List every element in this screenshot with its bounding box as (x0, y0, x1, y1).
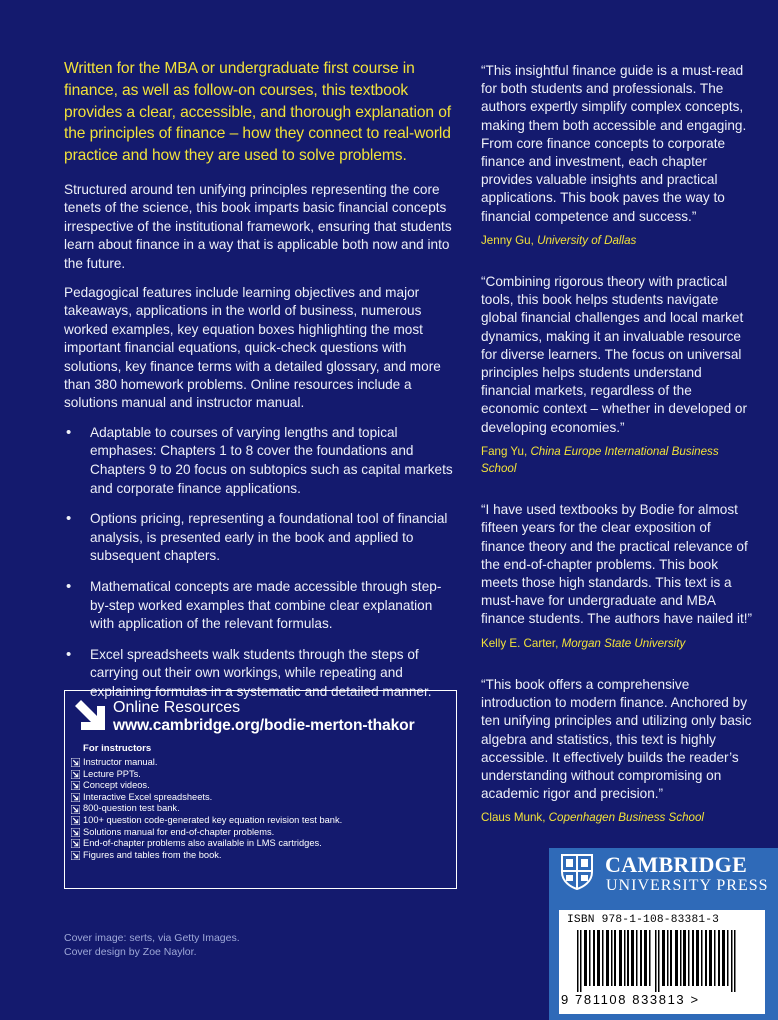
feature-item: • Adaptable to courses of varying lengths and topical emphases: Chapters 1 to 8 cover the foundations and Chapters 9 to 20 focus on subtopics such as capital markets and corporate finance applications. (64, 424, 456, 498)
endorsement-quote: “Combining rigorous theory with practical tools, this book helps students navigate global financial challenges and local market dynamics, making it an invaluable resource for diverse learners. The focus on universal principles helps students understand financial markets, regardless of the economic context – whether in developed or developing economies.” (481, 274, 747, 435)
endorser-name: Claus Munk, (481, 811, 546, 825)
arrow-down-right-icon (71, 758, 80, 767)
arrow-down-right-icon (71, 770, 80, 779)
resource-item-label: Interactive Excel spreadsheets. (83, 791, 213, 802)
barcode-panel (559, 910, 765, 1014)
resource-item (71, 757, 342, 769)
endorser-name: Jenny Gu, (481, 233, 534, 247)
resource-item (71, 780, 342, 792)
endorsement-quote: “I have used textbooks by Bodie for almost fifteen years for the clear exposition of finance theory and the practical relevance of the end-of-chapter problems. This book meets those high standards. This text is a must-have for undergraduate and MBA finance students. The authors have nailed it!” (481, 502, 753, 627)
endorsement-quote: “This book offers a comprehensive introduction to modern finance. Anchored by ten unifying principles and utilizing only basic algebra and statistics, this text is highly accessible. It effectively builds the reader’s understanding without compromising on academic rigor and precision.” (481, 676, 752, 802)
feature-item: • Mathematical concepts are made accessible through step-by-step worked examples that combine clear explanation with application of the relevant formulas. (64, 578, 456, 634)
arrow-down-right-icon (71, 839, 80, 848)
arrow-down-right-icon (71, 781, 80, 790)
publisher-block (549, 848, 778, 1020)
resource-item (71, 838, 342, 850)
resource-item-label: End-of-chapter problems also available in LMS cartridges. (83, 838, 322, 849)
endorsement-attribution (481, 443, 753, 477)
resource-item (71, 827, 342, 839)
endorser-institution: Copenhagen Business School (548, 811, 705, 825)
resource-item (71, 769, 342, 781)
arrow-down-right-icon (71, 793, 80, 802)
endorser-name: Fang Yu, (481, 444, 528, 458)
online-resources-url[interactable]: www.cambridge.org/bodie-merton-thakor (113, 717, 415, 734)
feature-item: • Options pricing, representing a foundational tool of financial analysis, is presented early in the book and applied to subsequent chapters. (64, 510, 456, 566)
resource-item-label: Lecture PPTs. (83, 768, 141, 779)
arrow-down-right-icon (71, 851, 80, 860)
resource-item (71, 792, 342, 804)
online-resources-title: Online Resources (113, 699, 241, 716)
resource-item (71, 803, 342, 815)
arrow-down-right-icon (71, 805, 80, 814)
publisher-name: CAMBRIDGE (605, 852, 748, 877)
cover-image-credit: Cover image: serts, via Getty Images. (64, 932, 240, 944)
paragraph-principles: Structured around ten unifying principles representing the core tenets of the science, this book imparts basic financial concepts irrespective of the institutional framework, ensuring that students learn about finance in a way that is applicable both now and into the future. (64, 181, 452, 271)
resource-item-label: Solutions manual for end-of-chapter problems. (83, 826, 275, 837)
intro-text: Written for the MBA or undergraduate first course in finance, as well as follow-on courses, this textbook provides a clear, accessible, and thorough explanation of the principles of finance – how they connect to real-world practice and how they are used to solve problems. (64, 60, 451, 165)
for-instructors-heading: For instructors (83, 743, 152, 754)
arrow-down-right-icon (73, 698, 107, 732)
endorser-institution: University of Dallas (537, 233, 637, 247)
resource-item-label: 100+ question code-generated key equation revision test bank. (83, 814, 343, 825)
resource-item-label: Figures and tables from the book. (83, 849, 222, 860)
barcode-digits: 9 781108 833813 > (561, 992, 700, 1007)
endorsement-attribution (481, 635, 753, 652)
feature-list (64, 424, 456, 702)
endorsement-quote: “This insightful finance guide is a must-read for both students and professionals. The authors expertly simplify complex concepts, making them both accessible and engaging. From core finance concepts to corporate finance and investment, each chapter provides valuable insights and practical applications. This book paves the way to financial competence and success.” (481, 63, 747, 224)
feature-item: • Excel spreadsheets walk students through the steps of carrying out their own workings, while repeating and explaining formulas in a systematic and detailed manner. (64, 646, 456, 702)
endorser-institution: Morgan State University (561, 636, 686, 650)
paragraph-pedagogy: Pedagogical features include learning objectives and major takeaways, applications in the world of business, numerous worked examples, key equation boxes highlighting the most important financial equations, quick-check questions with solutions, key finance terms with a detailed glossary, and more than 380 homework problems. Online resources include a solutions manual and instructor manual. (64, 285, 441, 411)
resource-item-label: Instructor manual. (83, 757, 158, 767)
blurb-column (64, 58, 456, 714)
instructor-resource-list (71, 757, 342, 861)
resource-item (71, 850, 342, 862)
barcode-image (569, 930, 751, 992)
endorser-name: Kelly E. Carter, (481, 636, 559, 650)
publisher-press: UNIVERSITY PRESS (606, 877, 769, 894)
isbn-text: ISBN 978-1-108-83381-3 (567, 914, 720, 926)
cover-credits (64, 932, 240, 959)
arrow-down-right-icon (71, 828, 80, 837)
resource-item-label: Concept videos. (83, 780, 150, 791)
online-resources-box (64, 690, 457, 889)
resource-item-label: 800-question test bank. (83, 803, 180, 814)
endorsement-attribution (481, 809, 753, 826)
cambridge-shield-icon (561, 854, 593, 890)
arrow-down-right-icon (71, 816, 80, 825)
resource-item (71, 815, 342, 827)
cover-design-credit: Cover design by Zoe Naylor. (64, 945, 197, 958)
endorser-institution: China Europe International Business School (481, 444, 719, 476)
endorsements-column (481, 62, 753, 851)
endorsement-attribution (481, 232, 753, 249)
